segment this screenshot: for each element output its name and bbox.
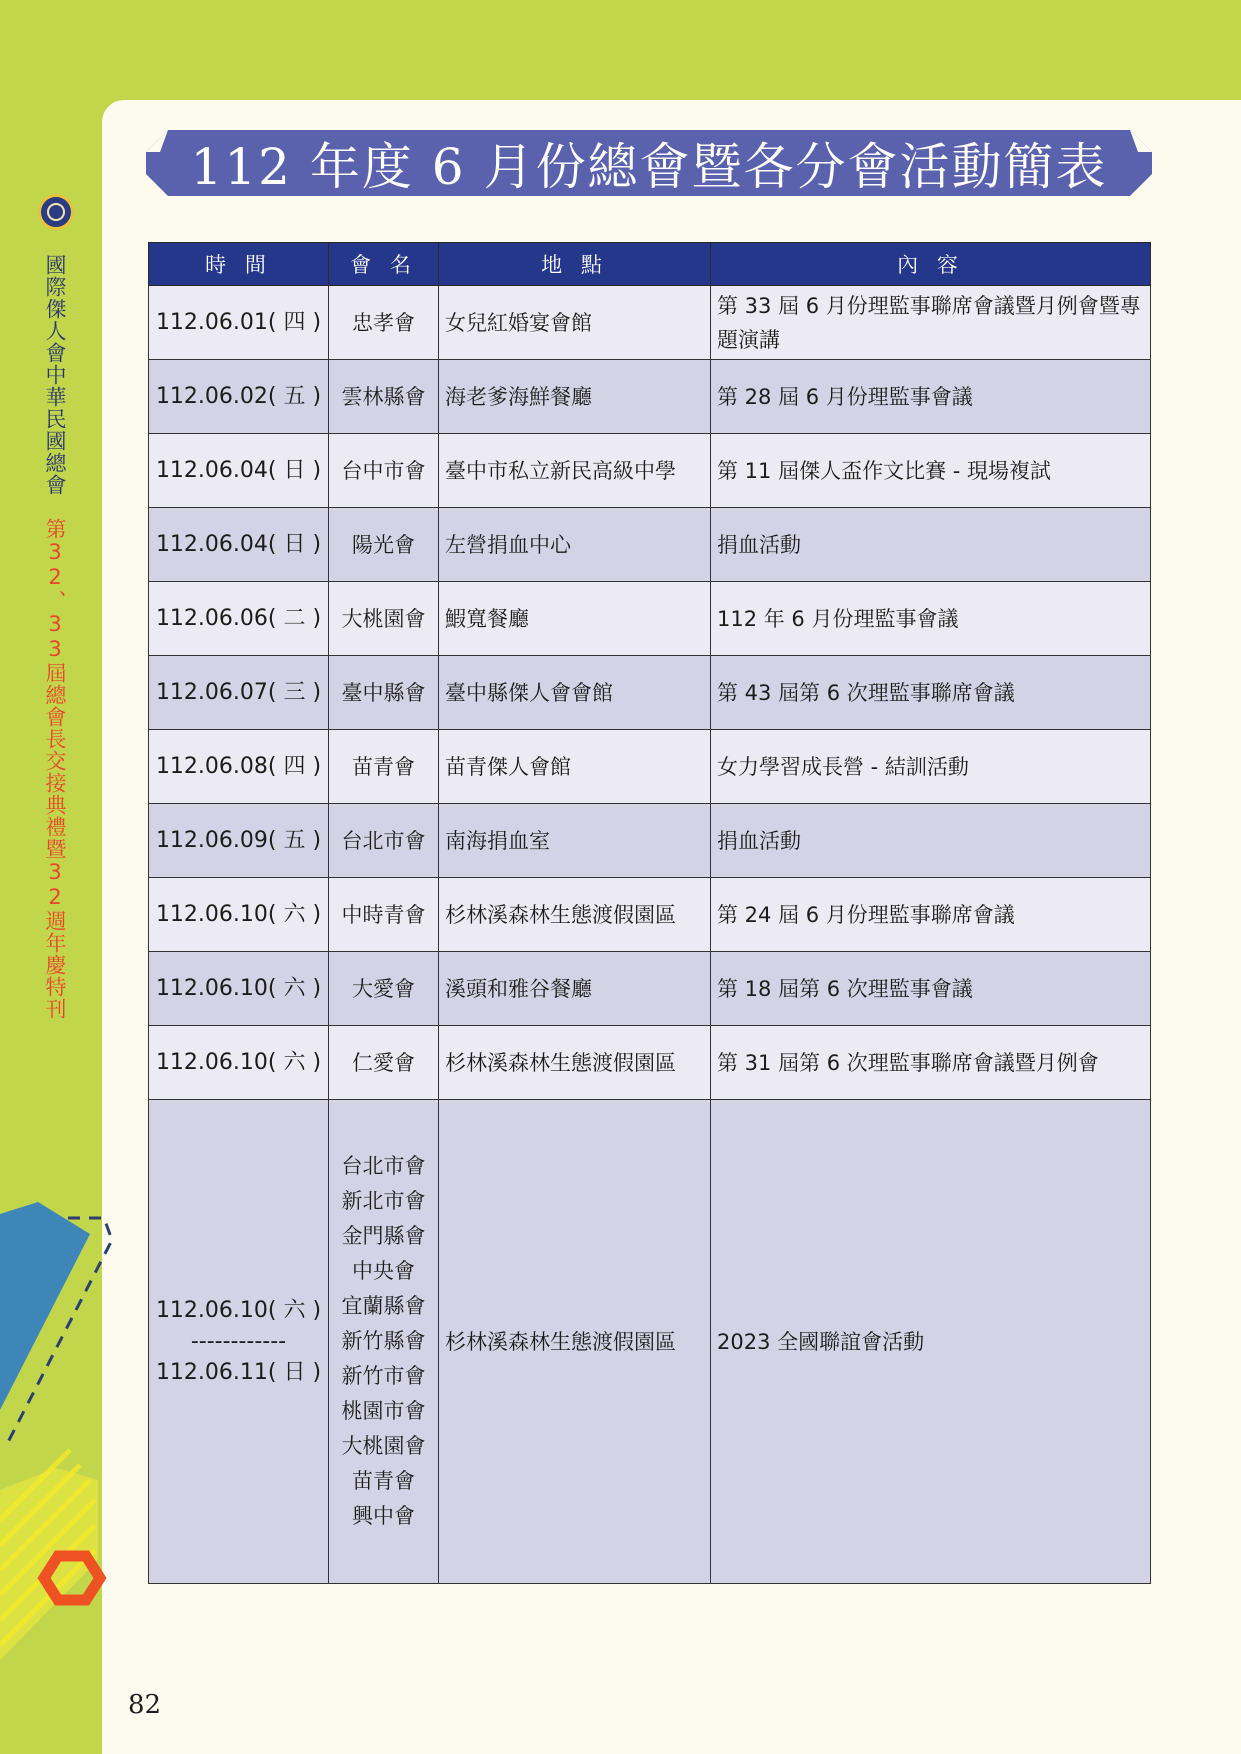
page-number: 82 [128, 1690, 162, 1720]
club-name: 台北市會 [341, 1154, 426, 1178]
table-row [149, 656, 1151, 730]
cell-club: 台北市會 [329, 804, 439, 878]
cell-date: 112.06.08( 四 ) [149, 730, 329, 804]
header-content: 內 容 [711, 243, 1151, 286]
cell-club: 苗青會 [329, 730, 439, 804]
table-row [149, 1026, 1151, 1100]
cell-date-range [149, 1100, 329, 1584]
cell-club: 仁愛會 [329, 1026, 439, 1100]
date-end: 112.06.11( 日 ) [155, 1359, 322, 1385]
club-name: 新北市會 [341, 1189, 426, 1213]
cell-content: 第 18 屆第 6 次理監事會議 [711, 952, 1151, 1026]
club-name: 興中會 [352, 1504, 415, 1528]
club-name: 中央會 [352, 1259, 415, 1283]
club-name: 桃園市會 [341, 1399, 426, 1423]
cell-date: 112.06.04( 日 ) [149, 434, 329, 508]
cell-club: 中時青會 [329, 878, 439, 952]
table-header-row [149, 243, 1151, 286]
cell-date: 112.06.01( 四 ) [149, 286, 329, 360]
cell-date: 112.06.06( 二 ) [149, 582, 329, 656]
cell-content: 112 年 6 月份理監事會議 [711, 582, 1151, 656]
cell-club: 陽光會 [329, 508, 439, 582]
cell-date: 112.06.02( 五 ) [149, 360, 329, 434]
table-row [149, 878, 1151, 952]
club-name: 宜蘭縣會 [341, 1294, 426, 1318]
table-row [149, 434, 1151, 508]
cell-club: 忠孝會 [329, 286, 439, 360]
cell-place: 臺中市私立新民高級中學 [439, 434, 711, 508]
cell-content: 第 31 屆第 6 次理監事聯席會議暨月例會 [711, 1026, 1151, 1100]
club-name: 苗青會 [352, 1469, 415, 1493]
cell-place: 苗青傑人會館 [439, 730, 711, 804]
club-name: 大桃園會 [341, 1434, 426, 1458]
date-separator: ------------ [190, 1328, 287, 1354]
cell-club: 臺中縣會 [329, 656, 439, 730]
organization-logo-icon [38, 194, 74, 230]
table-row [149, 952, 1151, 1026]
cell-club: 台中市會 [329, 434, 439, 508]
cell-club: 雲林縣會 [329, 360, 439, 434]
cell-content: 2023 全國聯誼會活動 [711, 1100, 1151, 1584]
cell-date: 112.06.10( 六 ) [149, 1026, 329, 1100]
club-name: 新竹縣會 [341, 1329, 426, 1353]
cell-place: 杉林溪森林生態渡假園區 [439, 878, 711, 952]
cell-date: 112.06.10( 六 ) [149, 952, 329, 1026]
activity-schedule-table [148, 242, 1151, 1584]
cell-place: 海老爹海鮮餐廳 [439, 360, 711, 434]
decorative-shapes [0, 1190, 140, 1750]
page-title: 112 年度 6 月份總會暨各分會活動簡表 [190, 138, 1108, 196]
header-club: 會 名 [329, 243, 439, 286]
table-row [149, 360, 1151, 434]
club-name: 金門縣會 [341, 1224, 426, 1248]
cell-place: 臺中縣傑人會會館 [439, 656, 711, 730]
top-green-band [0, 0, 1241, 100]
date-start: 112.06.10( 六 ) [155, 1297, 322, 1323]
cell-content: 女力學習成長營 - 結訓活動 [711, 730, 1151, 804]
cell-place: 鰕寬餐廳 [439, 582, 711, 656]
cell-place: 女兒紅婚宴會館 [439, 286, 711, 360]
cell-content: 第 24 屆 6 月份理監事聯席會議 [711, 878, 1151, 952]
cell-place: 杉林溪森林生態渡假園區 [439, 1026, 711, 1100]
cell-date: 112.06.07( 三 ) [149, 656, 329, 730]
table-row [149, 730, 1151, 804]
cell-place: 南海捐血室 [439, 804, 711, 878]
table-row [149, 508, 1151, 582]
cell-place: 杉林溪森林生態渡假園區 [439, 1100, 711, 1584]
cell-date: 112.06.10( 六 ) [149, 878, 329, 952]
table-row [149, 804, 1151, 878]
cell-club: 大愛會 [329, 952, 439, 1026]
side-vertical-caption [40, 254, 70, 1020]
club-name: 新竹市會 [341, 1364, 426, 1388]
cell-date: 112.06.09( 五 ) [149, 804, 329, 878]
side-org-name: 國際傑人會中華民國總會 [43, 254, 67, 496]
cell-place: 溪頭和雅谷餐廳 [439, 952, 711, 1026]
header-date: 時 間 [149, 243, 329, 286]
side-issue-title: 第32、33屆總會長交接典禮暨32週年慶特刊 [43, 518, 67, 1020]
cell-content: 第 33 屆 6 月份理監事聯席會議暨月例會暨專題演講 [711, 286, 1151, 360]
cell-content: 第 28 屆 6 月份理監事會議 [711, 360, 1151, 434]
cell-content: 第 43 屆第 6 次理監事聯席會議 [711, 656, 1151, 730]
cell-content: 捐血活動 [711, 508, 1151, 582]
cell-content: 第 11 屆傑人盃作文比賽 - 現場複試 [711, 434, 1151, 508]
header-place: 地 點 [439, 243, 711, 286]
cell-place: 左營捐血中心 [439, 508, 711, 582]
cell-date: 112.06.04( 日 ) [149, 508, 329, 582]
cell-clubs [329, 1100, 439, 1584]
cell-club: 大桃園會 [329, 582, 439, 656]
table-row [149, 286, 1151, 360]
cell-content: 捐血活動 [711, 804, 1151, 878]
table-row [149, 582, 1151, 656]
table-row-national-event [149, 1100, 1151, 1584]
